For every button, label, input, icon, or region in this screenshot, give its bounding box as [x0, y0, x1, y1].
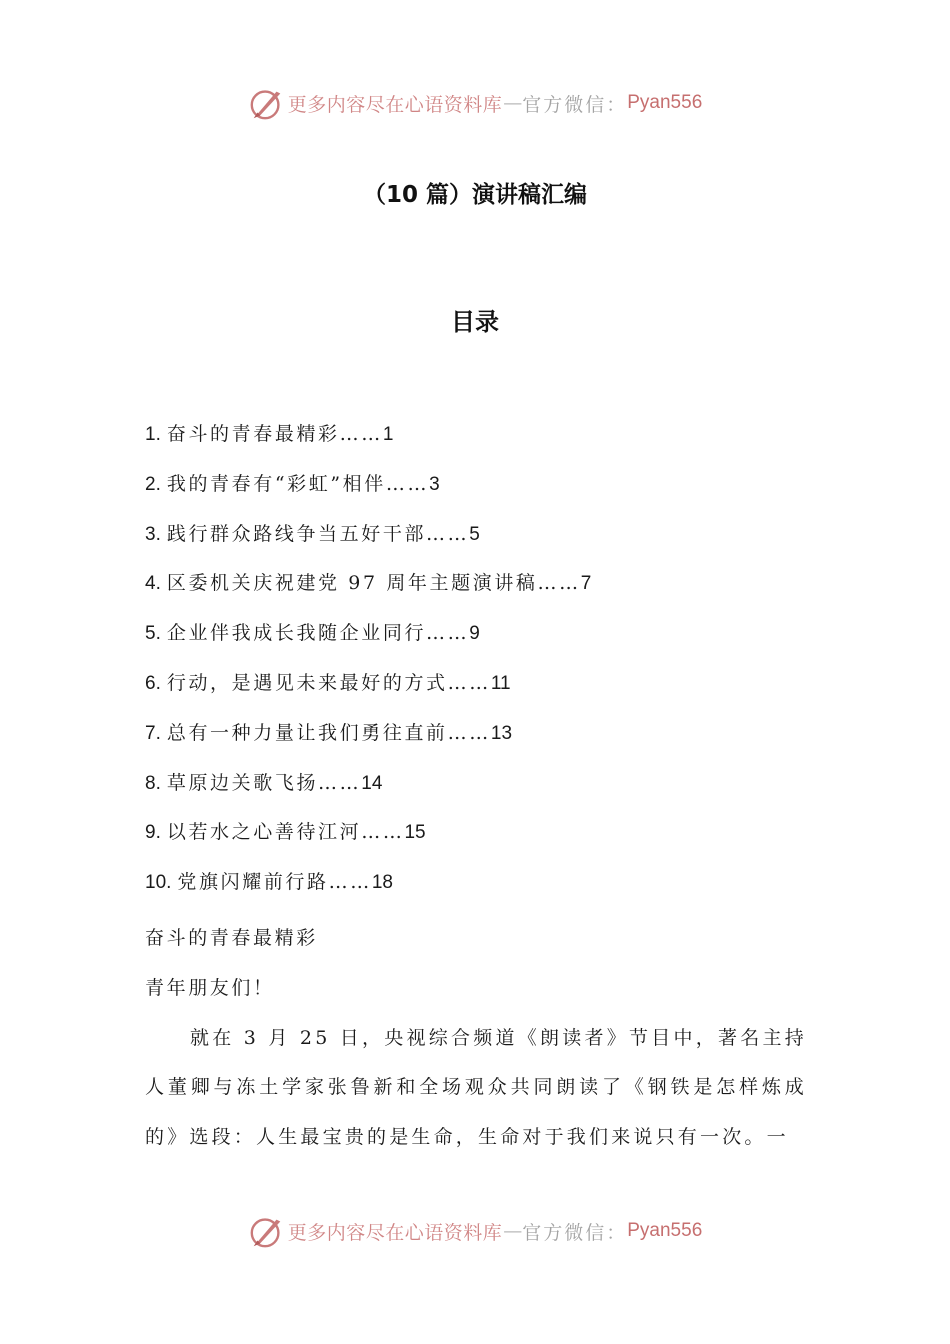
toc-item-number: 1. — [145, 424, 161, 445]
toc-item — [145, 866, 825, 916]
toc-item — [145, 468, 825, 518]
toc-item — [145, 717, 825, 767]
section-title: 奋斗的青春最精彩 — [145, 927, 318, 949]
table-of-contents — [145, 418, 825, 916]
toc-item-number: 9. — [145, 822, 161, 844]
toc-item — [145, 567, 825, 617]
watermark-id: Pyan556 — [627, 92, 703, 113]
greeting: 青年朋友们！ — [145, 976, 275, 999]
watermark-banner-top — [0, 84, 950, 122]
toc-item — [145, 617, 825, 667]
toc-item-page: 7 — [580, 573, 592, 595]
toc-item-number: 6. — [145, 672, 161, 694]
toc-item-number: 4. — [145, 573, 161, 595]
toc-item-number: 3. — [145, 523, 161, 545]
toc-item-page: 3 — [429, 473, 440, 495]
watermark-separator: — — [503, 1220, 523, 1242]
toc-item-page: 9 — [469, 623, 480, 645]
toc-item — [145, 667, 825, 717]
toc-item-title: 以若水之心善待江河…… — [166, 821, 405, 844]
watermark-text: 更多内容尽在心语资料库 — [287, 93, 503, 116]
toc-item-number: 2. — [145, 473, 161, 495]
toc-item-number: 7. — [145, 722, 161, 744]
toc-item-title: 我的青春有“彩虹”相伴…… — [166, 472, 430, 495]
toc-item-number: 8. — [145, 772, 161, 794]
document-title: （10 篇）演讲稿汇编 — [362, 182, 587, 208]
toc-item-page: 1 — [382, 424, 394, 445]
toc-item-title: 总有一种力量让我们勇往直前…… — [166, 721, 491, 744]
toc-item-page: 15 — [404, 822, 426, 844]
watermark-text: 更多内容尽在心语资料库 — [287, 1221, 503, 1244]
toc-item — [145, 816, 825, 866]
toc-item-page: 13 — [490, 722, 513, 744]
toc-item-number: 10. — [145, 872, 172, 894]
toc-item — [145, 518, 825, 568]
toc-item-page: 5 — [469, 523, 480, 545]
watermark-label: 官方微信： — [522, 93, 628, 116]
toc-item-title: 践行群众路线争当五好干部…… — [166, 522, 470, 545]
watermark-separator: — — [503, 92, 523, 114]
quill-logo-icon — [248, 84, 286, 122]
toc-item-title: 行动，是遇见未来最好的方式…… — [166, 671, 491, 694]
toc-item — [145, 418, 825, 468]
watermark-label: 官方微信： — [522, 1221, 628, 1244]
toc-item-title: 区委机关庆祝建党 97 周年主题演讲稿…… — [166, 572, 581, 595]
body-text — [145, 914, 807, 1163]
body-paragraph: 就在 3 月 25 日，央视综合频道《朗读者》节目中，著名主持人董卿与冻土学家张鲁新和全场观众共同朗读了《钢铁是怎样炼成的》选段：人生最宝贵的是生命，生命对于我们来说只有一次。一 — [145, 1026, 807, 1149]
toc-item-page: 18 — [371, 872, 393, 894]
quill-logo-icon — [248, 1212, 286, 1250]
toc-item — [145, 767, 825, 817]
toc-item-page: 11 — [490, 672, 511, 694]
watermark-banner-bottom — [0, 1212, 950, 1250]
toc-item-number: 5. — [145, 623, 161, 645]
toc-item-title: 党旗闪耀前行路…… — [177, 871, 372, 894]
watermark-id: Pyan556 — [627, 1220, 703, 1241]
toc-item-title: 奋斗的青春最精彩…… — [166, 423, 383, 445]
toc-heading: 目录 — [451, 308, 499, 336]
toc-item-page: 14 — [361, 772, 383, 794]
toc-item-title: 企业伴我成长我随企业同行…… — [166, 622, 470, 645]
toc-item-title: 草原边关歌飞扬…… — [166, 771, 362, 794]
